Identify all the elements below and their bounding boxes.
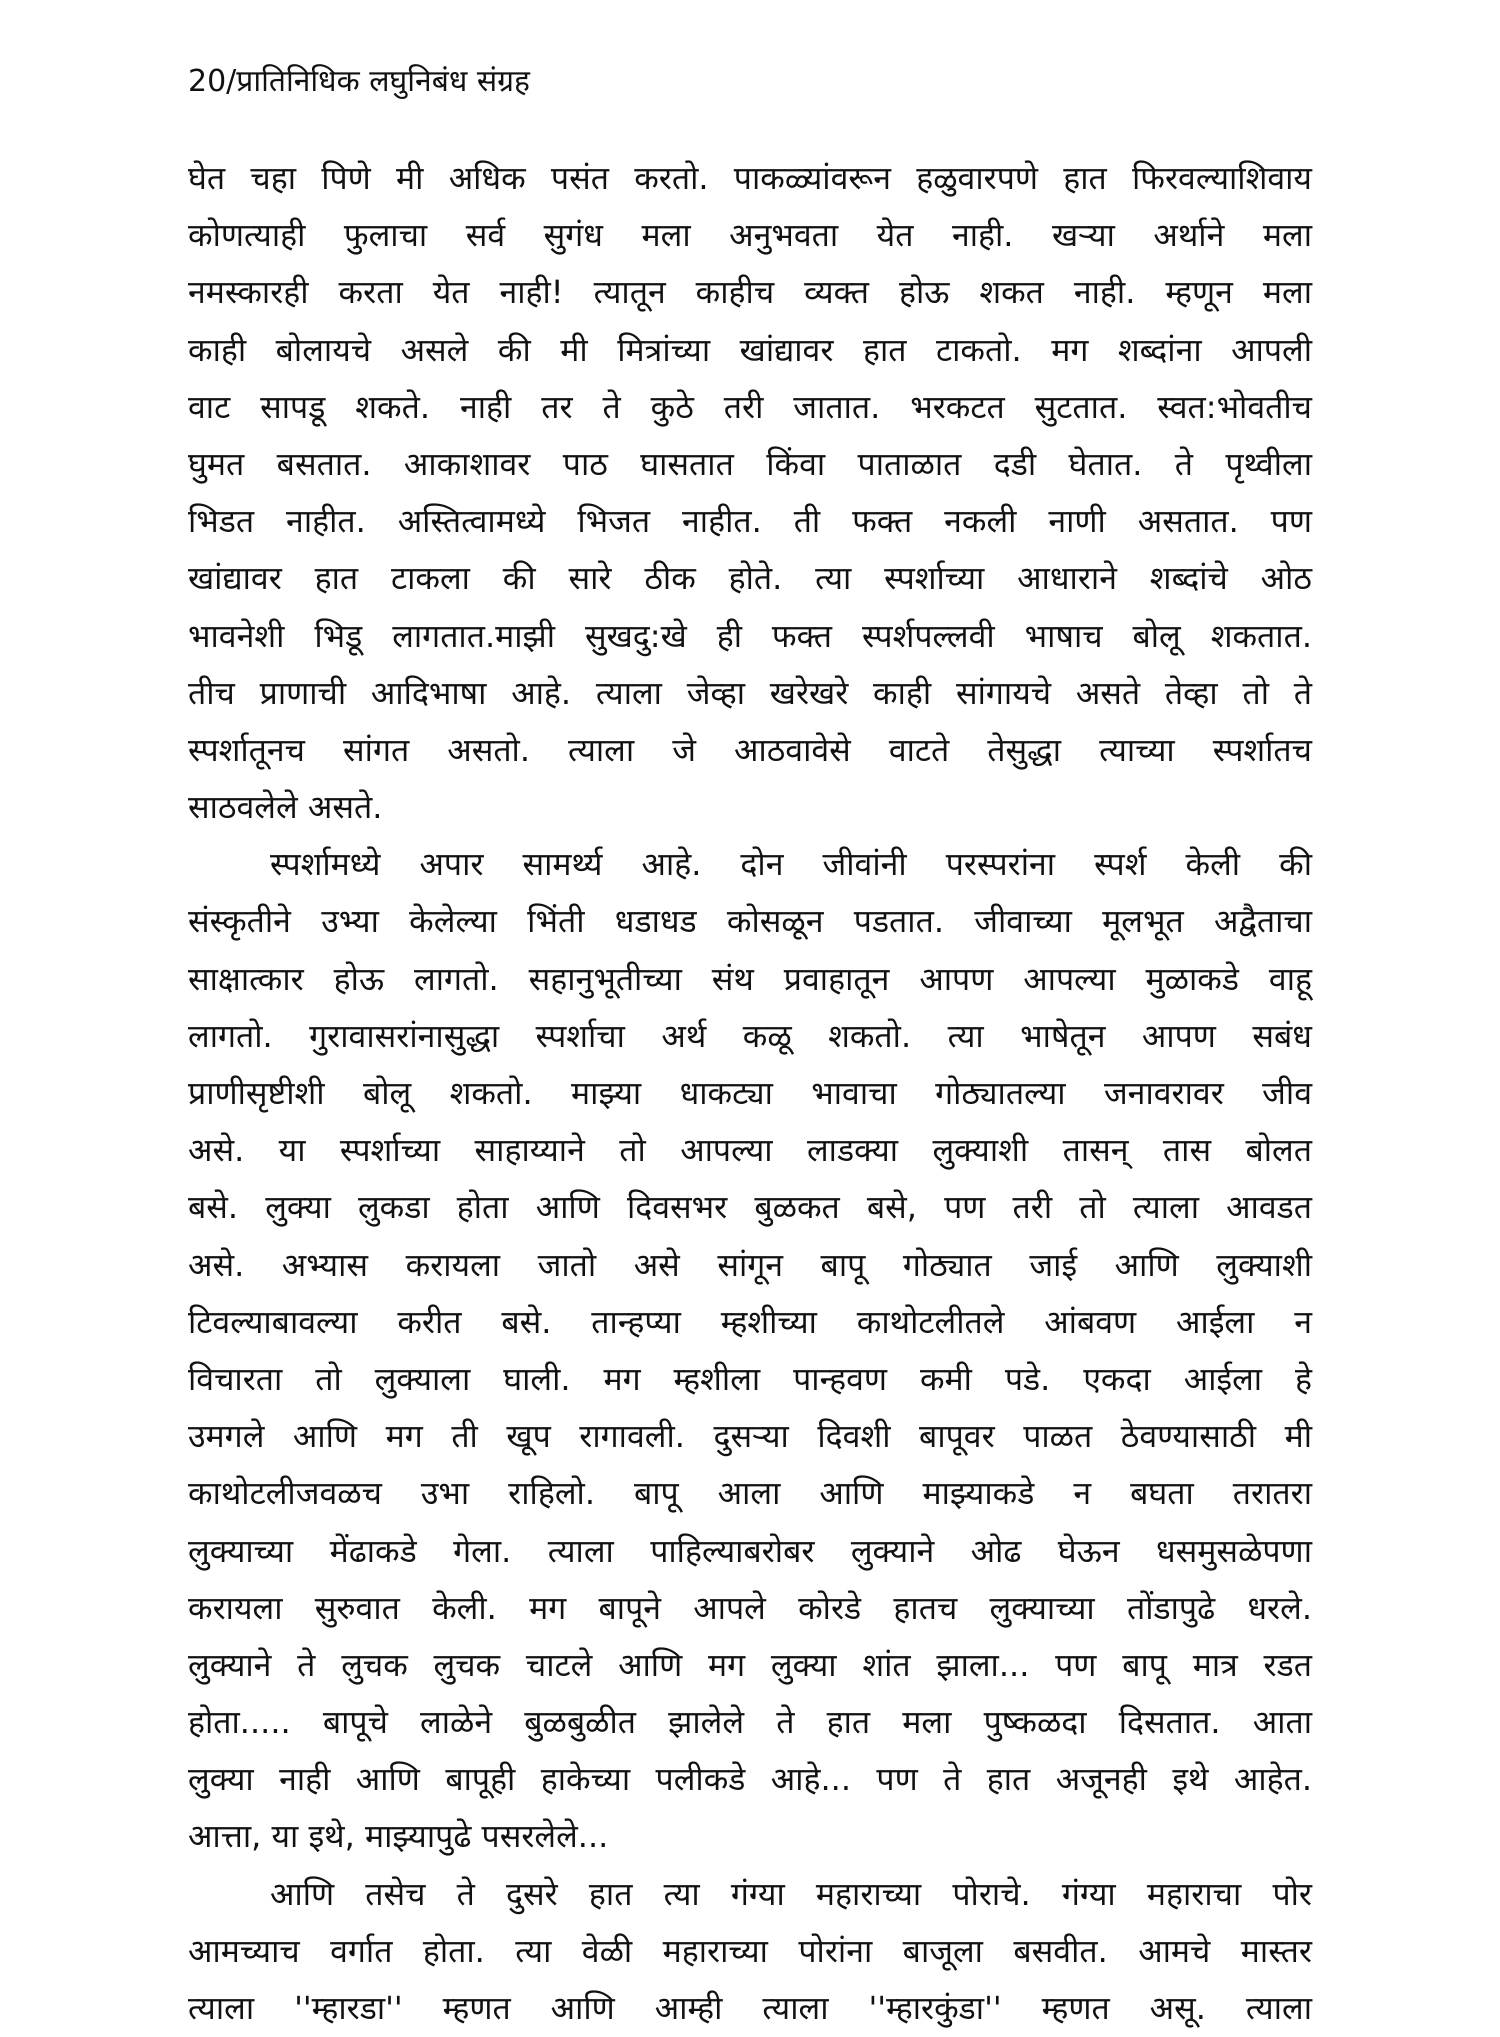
text-line: भावनेशी भिडू लागतात.माझी सुखदु:खे ही फक्त स्पर्शपल्लवी भाषाच बोलू शकतात. <box>188 616 1312 655</box>
text-line: असे. या स्पर्शाच्या साहाय्याने तो आपल्या लाडक्या लुक्याशी तासन् तास बोलत <box>188 1131 1312 1170</box>
text-line: काथोटलीजवळच उभा राहिलो. बापू आला आणि माझ्याकडे न बघता तरातरा <box>188 1474 1312 1513</box>
text-line: होता..... बापूचे लाळेने बुळबुळीत झालेले ते हात मला पुष्कळदा दिसतात. आता <box>188 1703 1312 1742</box>
text-line: त्याला ''म्हारडा'' म्हणत आणि आम्ही त्याला ''म्हारकुंडा'' म्हणत असू. त्याला <box>188 1989 1312 2027</box>
text-line: खांद्यावर हात टाकला की सारे ठीक होते. त्या स्पर्शाच्या आधाराने शब्दांचे ओठ <box>188 559 1312 598</box>
text-line: विचारता तो लुक्याला घाली. मग म्हशीला पान्हवण कमी पडे. एकदा आईला हे <box>188 1359 1312 1398</box>
text-line: लुक्याच्या मेंढाकडे गेला. त्याला पाहिल्याबरोबर लुक्याने ओढ घेऊन धसमुसळेपणा <box>188 1531 1312 1570</box>
text-line: आमच्याच वर्गात होता. त्या वेळी महाराच्या पोरांना बाजूला बसवीत. आमचे मास्तर <box>188 1931 1312 1970</box>
text-line: भिडत नाहीत. अस्तित्वामध्ये भिजत नाहीत. ती फक्त नकली नाणी असतात. पण <box>188 502 1312 541</box>
text-line: कोणत्याही फुलाचा सर्व सुगंध मला अनुभवता येत नाही. खऱ्या अर्थाने मला <box>188 216 1312 255</box>
text-line: संस्कृतीने उभ्या केलेल्या भिंती धडाधड कोसळून पडतात. जीवाच्या मूलभूत अद्वैताचा <box>188 902 1312 941</box>
text-line: टिवल्याबावल्या करीत बसे. तान्हप्या म्हशीच्या काथोटलीतले आंबवण आईला न <box>188 1302 1312 1341</box>
body-text <box>188 150 1312 2037</box>
text-line: लुक्या नाही आणि बापूही हाकेच्या पलीकडे आहे... पण ते हात अजूनही इथे आहेत. <box>188 1760 1312 1799</box>
text-line: बसे. लुक्या लुकडा होता आणि दिवसभर बुळकत बसे, पण तरी तो त्याला आवडत <box>188 1188 1312 1227</box>
text-line: लागतो. गुरावासरांनासुद्धा स्पर्शाचा अर्थ कळू शकतो. त्या भाषेतून आपण सबंध <box>188 1016 1312 1055</box>
text-line: प्राणीसृष्टीशी बोलू शकतो. माझ्या धाकट्या भावाचा गोठ्यातल्या जनावरावर जीव <box>188 1074 1312 1112</box>
text-line: घेत चहा पिणे मी अधिक पसंत करतो. पाकळ्यांवरून हळुवारपणे हात फिरवल्याशिवाय <box>188 159 1312 197</box>
text-line: उमगले आणि मग ती खूप रागावली. दुसऱ्या दिवशी बापूवर पाळत ठेवण्यासाठी मी <box>188 1417 1312 1456</box>
text-line: तीच प्राणाची आदिभाषा आहे. त्याला जेव्हा खरेखरे काही सांगायचे असते तेव्हा तो ते <box>188 673 1312 712</box>
text-line: आणि तसेच ते दुसरे हात त्या गंग्या महाराच्या पोराचे. गंग्या महाराचा पोर <box>270 1874 1312 1913</box>
text-line: साक्षात्कार होऊ लागतो. सहानुभूतीच्या संथ प्रवाहातून आपण आपल्या मुळाकडे वाहू <box>188 959 1312 998</box>
text-line: स्पर्शातूनच सांगत असतो. त्याला जे आठवावेसे वाटते तेसुद्धा त्याच्या स्पर्शातच <box>188 730 1312 769</box>
text-line: असे. अभ्यास करायला जातो असे सांगून बापू गोठ्यात जाई आणि लुक्याशी <box>188 1245 1312 1284</box>
text-line: नमस्कारही करता येत नाही! त्यातून काहीच व्यक्त होऊ शकत नाही. म्हणून मला <box>188 273 1312 312</box>
text-line: लुक्याने ते लुचक लुचक चाटले आणि मग लुक्या शांत झाला... पण बापू मात्र रडत <box>188 1645 1312 1684</box>
text-line: साठवलेले असते. <box>188 788 383 827</box>
text-line: करायला सुरुवात केली. मग बापूने आपले कोरडे हातच लुक्याच्या तोंडापुढे धरले. <box>188 1588 1312 1627</box>
text-line: काही बोलायचे असले की मी मित्रांच्या खांद्यावर हात टाकतो. मग शब्दांना आपली <box>188 330 1312 369</box>
running-header: 20/प्रातिनिधिक लघुनिबंध संग्रह <box>188 64 530 99</box>
text-line: घुमत बसतात. आकाशावर पाठ घासतात किंवा पाताळात दडी घेतात. ते पृथ्वीला <box>188 444 1312 483</box>
text-line: स्पर्शामध्ये अपार सामर्थ्य आहे. दोन जीवांनी परस्परांना स्पर्श केली की <box>270 845 1312 884</box>
text-line: आत्ता, या इथे, माझ्यापुढे पसरलेले... <box>188 1817 609 1856</box>
text-line: वाट सापडू शकते. नाही तर ते कुठे तरी जातात. भरकटत सुटतात. स्वत:भोवतीच <box>188 387 1312 426</box>
